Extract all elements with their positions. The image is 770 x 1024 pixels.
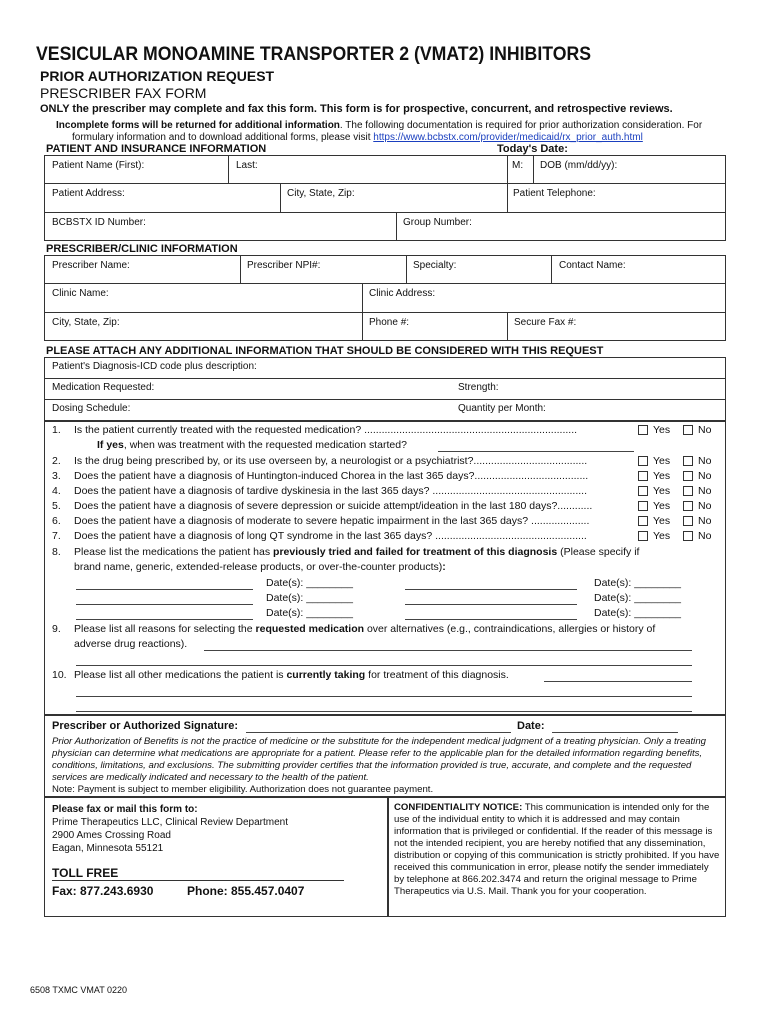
q3-no-checkbox[interactable] (683, 471, 693, 481)
dates-field[interactable]: Date(s): ________ (594, 607, 681, 619)
formulary-notice: formulary information and to download additional forms, please visit https://www.bcbstx.com/provider/medicaid/rx_prior_auth.html (72, 132, 643, 143)
q10-answer-line-1[interactable] (544, 681, 692, 682)
payment-note: Note: Payment is subject to member eligibility. Authorization does not guarantee payment. (52, 784, 434, 795)
tried-med-line-2b[interactable] (405, 604, 577, 605)
question-4: Does the patient have a diagnosis of tardive dyskinesia in the last 365 days? ..................................................... (74, 485, 588, 497)
q7-yes-checkbox[interactable] (638, 531, 648, 541)
question-5: Does the patient have a diagnosis of severe depression or suicide attempt/ideation in the last 180 days?............ (74, 500, 593, 512)
patient-address-field[interactable]: Patient Address: (52, 188, 125, 199)
no-label: No (698, 470, 712, 482)
fax-heading: Please fax or mail this form to: (52, 804, 198, 815)
q5-no-checkbox[interactable] (683, 501, 693, 511)
patient-city-field[interactable]: City, State, Zip: (287, 188, 355, 199)
tried-med-line-1b[interactable] (405, 589, 577, 590)
patient-section-heading: PATIENT AND INSURANCE INFORMATION (46, 143, 267, 155)
question-number: 3. (52, 470, 61, 482)
prescriber-name-field[interactable]: Prescriber Name: (52, 260, 130, 271)
question-9: Please list all reasons for selecting the requested medication over alternatives (e.g., contraindications, allergies or history of (74, 623, 656, 635)
fax-number: Fax: 877.243.6930 (52, 884, 154, 898)
medication-requested-field[interactable]: Medication Requested: (52, 382, 155, 393)
q6-yes-checkbox[interactable] (638, 516, 648, 526)
question-1: Is the patient currently treated with the requested medication? ......................................................................... (74, 424, 578, 436)
signature-date-label: Date: (517, 720, 545, 732)
question-number: 7. (52, 530, 61, 542)
yes-label: Yes (653, 500, 671, 512)
clinic-address-field[interactable]: Clinic Address: (369, 288, 436, 299)
phone-number: Phone: 855.457.0407 (187, 884, 305, 898)
tried-med-line-1a[interactable] (76, 589, 253, 590)
q6-no-checkbox[interactable] (683, 516, 693, 526)
no-label: No (698, 455, 712, 467)
question-number: 2. (52, 455, 61, 467)
question-number: 6. (52, 515, 61, 527)
contact-name-field[interactable]: Contact Name: (559, 260, 626, 271)
patient-telephone-field[interactable]: Patient Telephone: (513, 188, 596, 199)
signature-label: Prescriber or Authorized Signature: (52, 720, 239, 732)
q9-answer-line-2[interactable] (76, 665, 692, 666)
q10-answer-line-3[interactable] (76, 711, 692, 712)
quantity-per-month-field[interactable]: Quantity per Month: (458, 403, 546, 414)
disclaimer-text: Prior Authorization of Benefits is not the practice of medicine or the substitute for the independent medical judgment of a treating physician. Only a treating physician can determine what medications are appropriate for a patient. Please refer to the applicable plan for the detailed information regarding benefits, conditions, limitations, and exclusions. The submitting provider certifies that the information provided is true, accurate, and complete and the requested services are medically indicated and necessary to the health of the patient. (52, 736, 706, 783)
fax-mail-info (52, 803, 288, 855)
patient-mi-field[interactable]: M: (512, 160, 524, 171)
question-number: 5. (52, 500, 61, 512)
clinic-name-field[interactable]: Clinic Name: (52, 288, 109, 299)
yes-label: Yes (653, 470, 671, 482)
confidentiality-notice: CONFIDENTIALITY NOTICE: This communication is intended only for the use of the individual entity to which it is addressed and may contain information that is privileged or confidential. If the reader of this message is not the intended recipient, you are hereby notified that any dissemination, distribution or copying of this communication is strictly prohibited. If you have received this communication in error, please notify the sender immediately by telephone at 866.202.3474 and return the original message to Prime Therapeutics via U.S. Mail. Thank you for your cooperation. (394, 802, 720, 897)
yes-label: Yes (653, 530, 671, 542)
patient-dob-field[interactable]: DOB (mm/dd/yy): (540, 160, 618, 171)
question-6: Does the patient have a diagnosis of moderate to severe hepatic impairment in the last 365 days? .................... (74, 515, 590, 527)
tried-med-line-3a[interactable] (76, 619, 253, 620)
bcbstx-id-field[interactable]: BCBSTX ID Number: (52, 217, 146, 228)
no-label: No (698, 500, 712, 512)
incomplete-notice: Incomplete forms will be returned for additional information. The following documentation is required for prior authorization consideration. For (56, 120, 703, 131)
signature-line[interactable] (246, 732, 511, 733)
patient-info-box (44, 155, 726, 241)
dates-field[interactable]: Date(s): ________ (594, 592, 681, 604)
dosing-schedule-field[interactable]: Dosing Schedule: (52, 403, 131, 414)
group-number-field[interactable]: Group Number: (403, 217, 472, 228)
question-7: Does the patient have a diagnosis of long QT syndrome in the last 365 days? .................................................... (74, 530, 587, 542)
prescriber-npi-field[interactable]: Prescriber NPI#: (247, 260, 321, 271)
question-number: 1. (52, 424, 61, 436)
toll-free-label: TOLL FREE (52, 866, 119, 880)
q4-yes-checkbox[interactable] (638, 486, 648, 496)
signature-date-line[interactable] (552, 732, 678, 733)
form-type: PRESCRIBER FAX FORM (40, 85, 207, 101)
clinic-phone-field[interactable]: Phone #: (369, 317, 410, 328)
prescriber-only-notice: ONLY the prescriber may complete and fax this form. This form is for prospective, concurrent, and retrospective reviews. (40, 103, 673, 115)
question-8: Please list the medications the patient has previously tried and failed for treatment of this diagnosis (Please specify if (74, 546, 640, 558)
clinic-city-field[interactable]: City, State, Zip: (52, 317, 120, 328)
yes-label: Yes (653, 424, 671, 436)
form-title: VESICULAR MONOAMINE TRANSPORTER 2 (VMAT2) INHIBITORS (36, 44, 591, 65)
dates-field[interactable]: Date(s): ________ (594, 577, 681, 589)
no-label: No (698, 485, 712, 497)
question-9-line2: adverse drug reactions). (74, 638, 188, 650)
secure-fax-field[interactable]: Secure Fax #: (514, 317, 577, 328)
patient-last-name-field[interactable]: Last: (236, 160, 258, 171)
q7-no-checkbox[interactable] (683, 531, 693, 541)
specialty-field[interactable]: Specialty: (413, 260, 457, 271)
q3-yes-checkbox[interactable] (638, 471, 648, 481)
question-number: 4. (52, 485, 61, 497)
no-label: No (698, 424, 712, 436)
q1-start-date-line[interactable] (438, 451, 634, 452)
question-number: 9. (52, 623, 61, 635)
form-subtitle: PRIOR AUTHORIZATION REQUEST (40, 68, 275, 84)
question-8-line2: brand name, generic, extended-release products, or over-the-counter products): (74, 561, 446, 573)
footer-code: 6508 TXMC VMAT 0220 (30, 985, 128, 995)
dates-field[interactable]: Date(s): ________ (266, 577, 353, 589)
dates-field[interactable]: Date(s): ________ (266, 592, 353, 604)
dates-field[interactable]: Date(s): ________ (266, 607, 353, 619)
question-number: 8. (52, 546, 61, 558)
yes-label: Yes (653, 455, 671, 467)
additional-info-heading: PLEASE ATTACH ANY ADDITIONAL INFORMATION THAT SHOULD BE CONSIDERED WITH THIS REQUEST (46, 345, 604, 357)
no-label: No (698, 515, 712, 527)
tried-med-line-2a[interactable] (76, 604, 253, 605)
todays-date-label: Today's Date: (497, 143, 568, 155)
question-number: 10. (52, 669, 67, 681)
q9-answer-line-1[interactable] (204, 650, 692, 651)
tried-med-line-3b[interactable] (405, 619, 577, 620)
prior-auth-link[interactable]: https://www.bcbstx.com/provider/medicaid/rx_prior_auth.html (373, 132, 643, 143)
patient-first-name-field[interactable]: Patient Name (First): (52, 160, 145, 171)
yes-label: Yes (653, 485, 671, 497)
yes-label: Yes (653, 515, 671, 527)
no-label: No (698, 530, 712, 542)
fax-address-line-2: 2900 Ames Crossing Road (52, 830, 171, 841)
diagnosis-field[interactable]: Patient's Diagnosis-ICD code plus description: (52, 361, 257, 372)
q4-no-checkbox[interactable] (683, 486, 693, 496)
strength-field[interactable]: Strength: (458, 382, 499, 393)
q10-answer-line-2[interactable] (76, 696, 692, 697)
question-1-followup: If yes, when was treatment with the requested medication started? (97, 439, 407, 451)
question-2: Is the drug being prescribed by, or its use overseen by, a neurologist or a psychiatrist?....................................... (74, 455, 588, 467)
q2-no-checkbox[interactable] (683, 456, 693, 466)
q2-yes-checkbox[interactable] (638, 456, 648, 466)
q5-yes-checkbox[interactable] (638, 501, 648, 511)
fax-address-line-3: Eagan, Minnesota 55121 (52, 843, 164, 854)
question-3: Does the patient have a diagnosis of Huntington-induced Chorea in the last 365 days?....................................... (74, 470, 589, 482)
fax-address-line-1: Prime Therapeutics LLC, Clinical Review Department (52, 817, 289, 828)
question-10: Please list all other medications the patient is currently taking for treatment of this diagnosis. (74, 669, 509, 681)
q1-no-checkbox[interactable] (683, 425, 693, 435)
prescriber-section-heading: PRESCRIBER/CLINIC INFORMATION (46, 243, 238, 255)
q1-yes-checkbox[interactable] (638, 425, 648, 435)
